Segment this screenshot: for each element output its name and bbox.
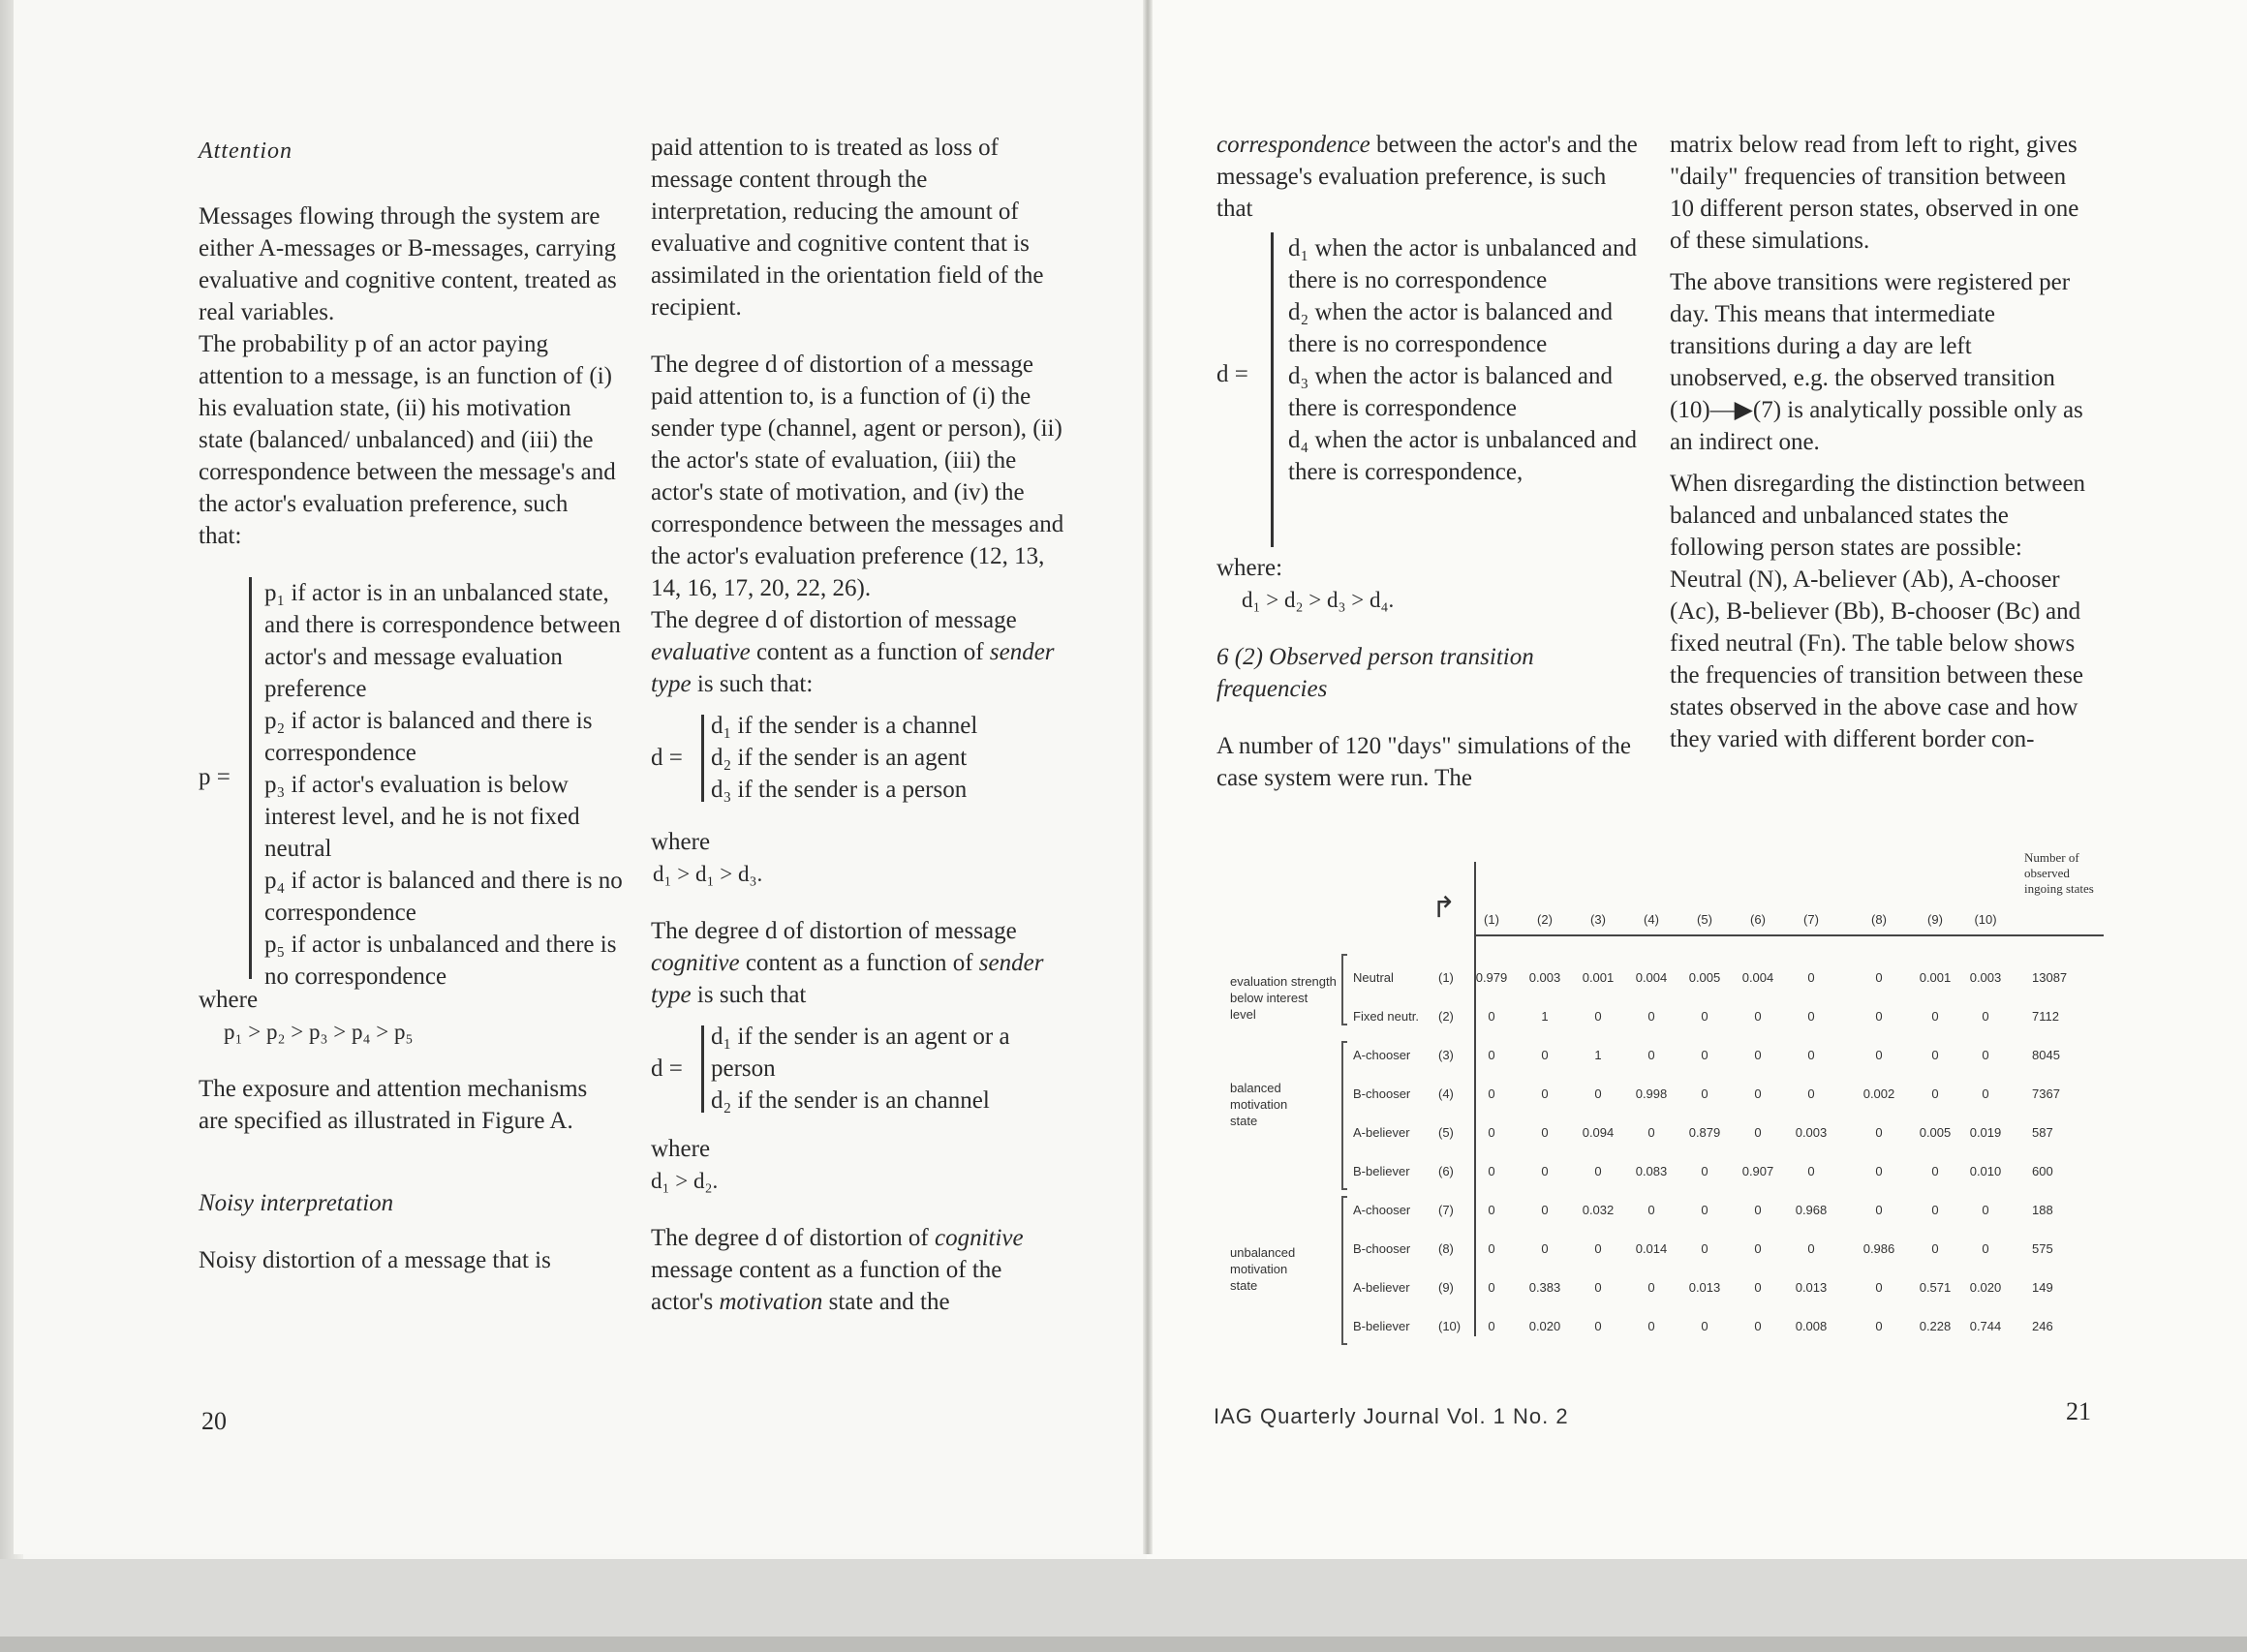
table-cell: 0.083: [1635, 1164, 1668, 1178]
row-label: B-chooser: [1353, 1086, 1411, 1101]
table-cell: 0: [1488, 1203, 1495, 1217]
row-label: Neutral: [1353, 970, 1394, 985]
p-ordering: p₁ > p₂ > p₃ > p₄ > p₅: [224, 1020, 414, 1044]
table-cell: 0.986: [1862, 1241, 1895, 1256]
group-brace: [1341, 1196, 1347, 1345]
row-label: A-chooser: [1353, 1203, 1411, 1217]
d-motivation-definition: [1216, 232, 1641, 552]
group-label: balanced motivation state: [1230, 1081, 1288, 1128]
brace: [701, 1025, 704, 1113]
table-cell: 0.005: [1919, 1125, 1952, 1140]
row-index: (6): [1438, 1164, 1454, 1178]
table-cell: 0: [1807, 1086, 1815, 1101]
ingoing-count: 149: [2032, 1280, 2053, 1295]
row-index: (2): [1438, 1009, 1454, 1024]
table-cell: 0: [1701, 1203, 1708, 1217]
table-cell: 0.014: [1635, 1241, 1668, 1256]
table-cell: 0.004: [1741, 970, 1774, 985]
table-cell: 0.228: [1919, 1319, 1952, 1333]
table-cell: 0.008: [1795, 1319, 1828, 1333]
d-equals: d =: [1216, 361, 1248, 387]
paragraph: The above transitions were registered per day. This means that intermediate transitions during a day are left unobserved, e.g. the observed transition (10)—▶(7) is analytically possible only as an indirect one.: [1670, 269, 2083, 455]
table-cell: 0: [1541, 1203, 1549, 1217]
paragraph: The exposure and attention mechanisms are specified as illustrated in Figure A.: [199, 1076, 588, 1134]
table-cell: 0: [1488, 1164, 1495, 1178]
table-cell: 0: [1701, 1048, 1708, 1062]
table-cell: 0.003: [1795, 1125, 1828, 1140]
table-cell: 0: [1754, 1241, 1762, 1256]
paragraph: correspondence between the actor's and the message's evaluation preference, is such that: [1216, 132, 1638, 222]
table-header-rule: [1474, 934, 2104, 936]
table-cell: 0: [1488, 1086, 1495, 1101]
d-case-1: d₁ if the sender is a channel: [711, 713, 978, 739]
row-index: (1): [1438, 970, 1454, 985]
table-cell: 0: [1875, 1009, 1883, 1024]
column-header: (1): [1484, 912, 1499, 927]
table-cell: 0: [1647, 1319, 1655, 1333]
table-cell: 0: [1488, 1125, 1495, 1140]
right-column-1: [1216, 129, 1641, 794]
row-index: (9): [1438, 1280, 1454, 1295]
d-ordering: d₁ > d₂ > d₃ > d₄.: [1242, 588, 1395, 612]
table-cell: 0: [1594, 1164, 1602, 1178]
table-cell: 0: [1931, 1241, 1939, 1256]
paragraph: The degree d of distortion of message evaluative content as a function of sender type is such that:: [651, 607, 1055, 697]
table-cell: 0: [1541, 1125, 1549, 1140]
left-column-2: [651, 132, 1069, 1318]
paragraph: The probability p of an actor paying attention to a message, is an function of (i) his evaluation state, (ii) his motivation state (balanced/ unbalanced) and (iii) the correspondence between the message's and the actor's evaluation preference, such that:: [199, 331, 616, 549]
paragraph: Noisy distortion of a message that is: [199, 1247, 551, 1273]
column-header: (6): [1750, 912, 1766, 927]
column-header: (4): [1644, 912, 1659, 927]
table-cell: 0: [1875, 1048, 1883, 1062]
table-cell: 0: [1701, 1164, 1708, 1178]
ingoing-count: 246: [2032, 1319, 2053, 1333]
paragraph: Messages flowing through the system are either A-messages or B-messages, carrying evaluative and cognitive content, treated as real variables.: [199, 203, 617, 325]
group-brace: [1341, 1041, 1347, 1190]
table-cell: 0: [1647, 1125, 1655, 1140]
table-cell: 0.020: [1969, 1280, 2002, 1295]
table-cell: 0: [1875, 1203, 1883, 1217]
table-cell: 0: [1754, 1280, 1762, 1295]
brace: [1271, 232, 1274, 547]
row-label: A-believer: [1353, 1125, 1410, 1140]
table-cell: 0.019: [1969, 1125, 2002, 1140]
column-header: (10): [1974, 912, 1997, 927]
table-cell: 0.003: [1969, 970, 2002, 985]
table-cell: 0.744: [1969, 1319, 2002, 1333]
column-header: (7): [1803, 912, 1819, 927]
table-cell: 0: [1647, 1203, 1655, 1217]
table-cell: 1: [1594, 1048, 1602, 1062]
table-cell: 0: [1875, 970, 1883, 985]
ingoing-count: 188: [2032, 1203, 2053, 1217]
table-cell: 0: [1594, 1280, 1602, 1295]
table-cell: 0: [1931, 1203, 1939, 1217]
table-cell: 0: [1875, 1125, 1883, 1140]
row-index: (10): [1438, 1319, 1462, 1333]
table-cell: 0: [1541, 1164, 1549, 1178]
table-cell: 0.001: [1582, 970, 1615, 985]
table-cell: 0: [1754, 1086, 1762, 1101]
transition-matrix: [1211, 842, 2111, 1346]
d-case-2: d₂ if the sender is an agent: [711, 745, 968, 771]
table-cell: 0: [1594, 1319, 1602, 1333]
ingoing-count: 7367: [2032, 1086, 2060, 1101]
table-cell: 0: [1754, 1048, 1762, 1062]
ingoing-count: 600: [2032, 1164, 2053, 1178]
p-case-4: p₄ if actor is balanced and there is no correspondence: [264, 868, 623, 926]
table-cell: 0.968: [1795, 1203, 1828, 1217]
group-label: unbalanced motivation state: [1230, 1245, 1296, 1293]
brace: [701, 715, 704, 802]
column-header: (5): [1697, 912, 1712, 927]
right-column-2: [1670, 129, 2094, 755]
table-cell: 0: [1982, 1048, 1989, 1062]
table-cell: 0: [1754, 1203, 1762, 1217]
row-label: B-believer: [1353, 1319, 1410, 1333]
table-cell: 0: [1647, 1048, 1655, 1062]
table-cell: 0: [1647, 1280, 1655, 1295]
ingoing-count: 8045: [2032, 1048, 2060, 1062]
table-cell: 0: [1931, 1164, 1939, 1178]
table-cell: 0.998: [1635, 1086, 1668, 1101]
table-cell: 0: [1931, 1048, 1939, 1062]
p-case-1: p₁ if actor is in an unbalanced state, and there is correspondence between actor's and message evaluation preference: [264, 580, 621, 702]
table-cell: 0: [1807, 1009, 1815, 1024]
table-cell: 0.094: [1582, 1125, 1615, 1140]
table-cell: 0.013: [1688, 1280, 1721, 1295]
paragraph: The degree d of distortion of message cognitive content as a function of sender type is such that: [651, 918, 1044, 1008]
table-cell: 0.001: [1919, 970, 1952, 985]
table-cell: 0: [1807, 1048, 1815, 1062]
table-cell: 0.004: [1635, 970, 1668, 985]
table-cell: 0: [1754, 1009, 1762, 1024]
d-case-2: d₂ when the actor is balanced and there is no correspondence: [1288, 299, 1613, 357]
table-cell: 0: [1701, 1086, 1708, 1101]
ingoing-states-header: Number of observed ingoing states: [2024, 850, 2094, 896]
table-cell: 0.032: [1582, 1203, 1615, 1217]
left-column-1: [199, 136, 623, 1276]
paragraph: A number of 120 "days" simulations of the case system were run. The: [1216, 733, 1632, 791]
table-cell: 0: [1701, 1319, 1708, 1333]
d-case-2: d₂ if the sender is an channel: [711, 1087, 990, 1114]
table-cell: 0.002: [1862, 1086, 1895, 1101]
table-cell: 0: [1488, 1280, 1495, 1295]
d-ordering: d₁ > d₂.: [651, 1169, 719, 1193]
where-label: where: [651, 829, 711, 855]
row-index: (7): [1438, 1203, 1454, 1217]
p-case-2: p₂ if actor is balanced and there is correspondence: [264, 708, 593, 766]
table-cell: 0: [1701, 1241, 1708, 1256]
group-brace: [1341, 954, 1347, 1025]
where-label: where: [651, 1136, 711, 1162]
row-label: B-chooser: [1353, 1241, 1411, 1256]
page-number-left: 20: [201, 1407, 227, 1435]
ingoing-count: 575: [2032, 1241, 2053, 1256]
table-cell: 0.020: [1528, 1319, 1561, 1333]
table-cell: 0: [1982, 1241, 1989, 1256]
paragraph: The degree d of distortion of cognitive message content as a function of the actor's motivation state and the: [651, 1225, 1024, 1315]
d-ordering: d₁ > d₁ > d₃.: [653, 862, 763, 886]
table-cell: 0.907: [1741, 1164, 1774, 1178]
table-cell: 0: [1931, 1009, 1939, 1024]
paragraph: When disregarding the distinction between balanced and unbalanced states the following person states are possible: Neutral (N), A-believer (Ab), A-chooser (Ac), B-believer (Bb), B-chooser (Bc) and fixed neutral (Fn). The table below shows the frequencies of transition between these states observed in the above case and how they varied with different border con-: [1670, 471, 2086, 752]
ingoing-count: 13087: [2032, 970, 2068, 985]
table-cell: 0: [1647, 1009, 1655, 1024]
column-header: (3): [1590, 912, 1606, 927]
table-cell: 0.005: [1688, 970, 1721, 985]
group-label: evaluation strength below interest level: [1230, 974, 1337, 1022]
row-label: A-believer: [1353, 1280, 1410, 1295]
journal-footer: IAG Quarterly Journal Vol. 1 No. 2: [1214, 1404, 1569, 1428]
d-case-1: d₁ if the sender is an agent or a person: [711, 1024, 1010, 1082]
row-label: Fixed neutr.: [1353, 1009, 1419, 1024]
table-cell: 0.010: [1969, 1164, 2002, 1178]
row-label: B-believer: [1353, 1164, 1410, 1178]
heading-noisy-interpretation: Noisy interpretation: [199, 1190, 394, 1216]
paragraph: matrix below read from left to right, gives "daily" frequencies of transition between 10 different person states, observed in one of these simulations.: [1670, 132, 2079, 254]
column-header: (8): [1871, 912, 1887, 927]
table-cell: 0: [1488, 1048, 1495, 1062]
d-evaluative-definition: [651, 710, 1069, 807]
table-cell: 0.383: [1528, 1280, 1561, 1295]
table-cell: 0.013: [1795, 1280, 1828, 1295]
p-definition: [199, 577, 623, 990]
p-case-5: p₅ if actor is unbalanced and there is no correspondence: [264, 932, 617, 990]
table-cell: 0: [1594, 1009, 1602, 1024]
row-label: A-chooser: [1353, 1048, 1411, 1062]
table-cell: 0: [1807, 1164, 1815, 1178]
row-index: (8): [1438, 1241, 1454, 1256]
d-case-3: d₃ if the sender is a person: [711, 777, 968, 803]
d-case-1: d₁ when the actor is unbalanced and there is no correspondence: [1288, 235, 1637, 293]
page-number-right: 21: [2066, 1397, 2091, 1425]
paragraph: The degree d of distortion of a message paid attention to, is a function of (i) the sender type (channel, agent or person), (ii) the actor's state of evaluation, (iii) the actor's state of motivation, and (iv) the correspondence between the messages and the actor's evaluation preference (12, 13, 14, 16, 17, 20, 22, 26).: [651, 352, 1064, 601]
d-equals: d =: [651, 745, 683, 771]
transition-arrow-icon: ↱: [1431, 892, 1457, 924]
d-cognitive-definition: [651, 1021, 1069, 1117]
table-cell: 1: [1541, 1009, 1549, 1024]
paragraph: paid attention to is treated as loss of message content through the interpretation, reducing the amount of evaluative and cognitive content that is assimilated in the orientation field of the recipient.: [651, 135, 1044, 321]
table-cell: 0: [1594, 1086, 1602, 1101]
book-gutter: [1143, 0, 1153, 1554]
table-cell: 0: [1807, 1241, 1815, 1256]
p-equals: p =: [199, 764, 231, 790]
table-cell: 0: [1541, 1048, 1549, 1062]
row-index: (4): [1438, 1086, 1454, 1101]
column-header: (2): [1537, 912, 1553, 927]
heading-attention: Attention: [199, 138, 292, 164]
table-cell: 0: [1541, 1086, 1549, 1101]
p-case-3: p₃ if actor's evaluation is below interest level, and he is not fixed neutral: [264, 772, 580, 862]
column-header: (9): [1927, 912, 1943, 927]
table-cell: 0: [1701, 1009, 1708, 1024]
d-case-4: d₄ when the actor is unbalanced and there is correspondence,: [1288, 427, 1637, 485]
table-cell: 0: [1982, 1203, 1989, 1217]
table-cell: 0: [1982, 1086, 1989, 1101]
table-cell: 0: [1541, 1241, 1549, 1256]
table-cell: 0.879: [1688, 1125, 1721, 1140]
table-cell: 0: [1807, 970, 1815, 985]
table-cell: 0.979: [1475, 970, 1508, 985]
table-cell: 0: [1754, 1125, 1762, 1140]
table-cell: 0: [1875, 1164, 1883, 1178]
table-cell: 0: [1754, 1319, 1762, 1333]
brace: [249, 577, 252, 979]
table-cell: 0: [1488, 1319, 1495, 1333]
table-cell: 0.003: [1528, 970, 1561, 985]
section-heading: 6 (2) Observed person transition frequencies: [1216, 644, 1534, 702]
table-cell: 0: [1982, 1009, 1989, 1024]
d-case-3: d₃ when the actor is balanced and there is correspondence: [1288, 363, 1613, 421]
table-cell: 0: [1594, 1241, 1602, 1256]
table-cell: 0: [1488, 1009, 1495, 1024]
table-cell: 0: [1875, 1319, 1883, 1333]
table-cell: 0.571: [1919, 1280, 1952, 1295]
ingoing-count: 7112: [2032, 1009, 2059, 1024]
d-equals: d =: [651, 1055, 683, 1082]
ingoing-count: 587: [2032, 1125, 2053, 1140]
table-cell: 0: [1875, 1280, 1883, 1295]
row-index: (5): [1438, 1125, 1454, 1140]
table-cell: 0: [1488, 1241, 1495, 1256]
where-label: where:: [1216, 555, 1283, 581]
scan-bottom-strip: [0, 1637, 2247, 1652]
where-label: where: [199, 987, 259, 1013]
row-index: (3): [1438, 1048, 1454, 1062]
table-cell: 0: [1931, 1086, 1939, 1101]
